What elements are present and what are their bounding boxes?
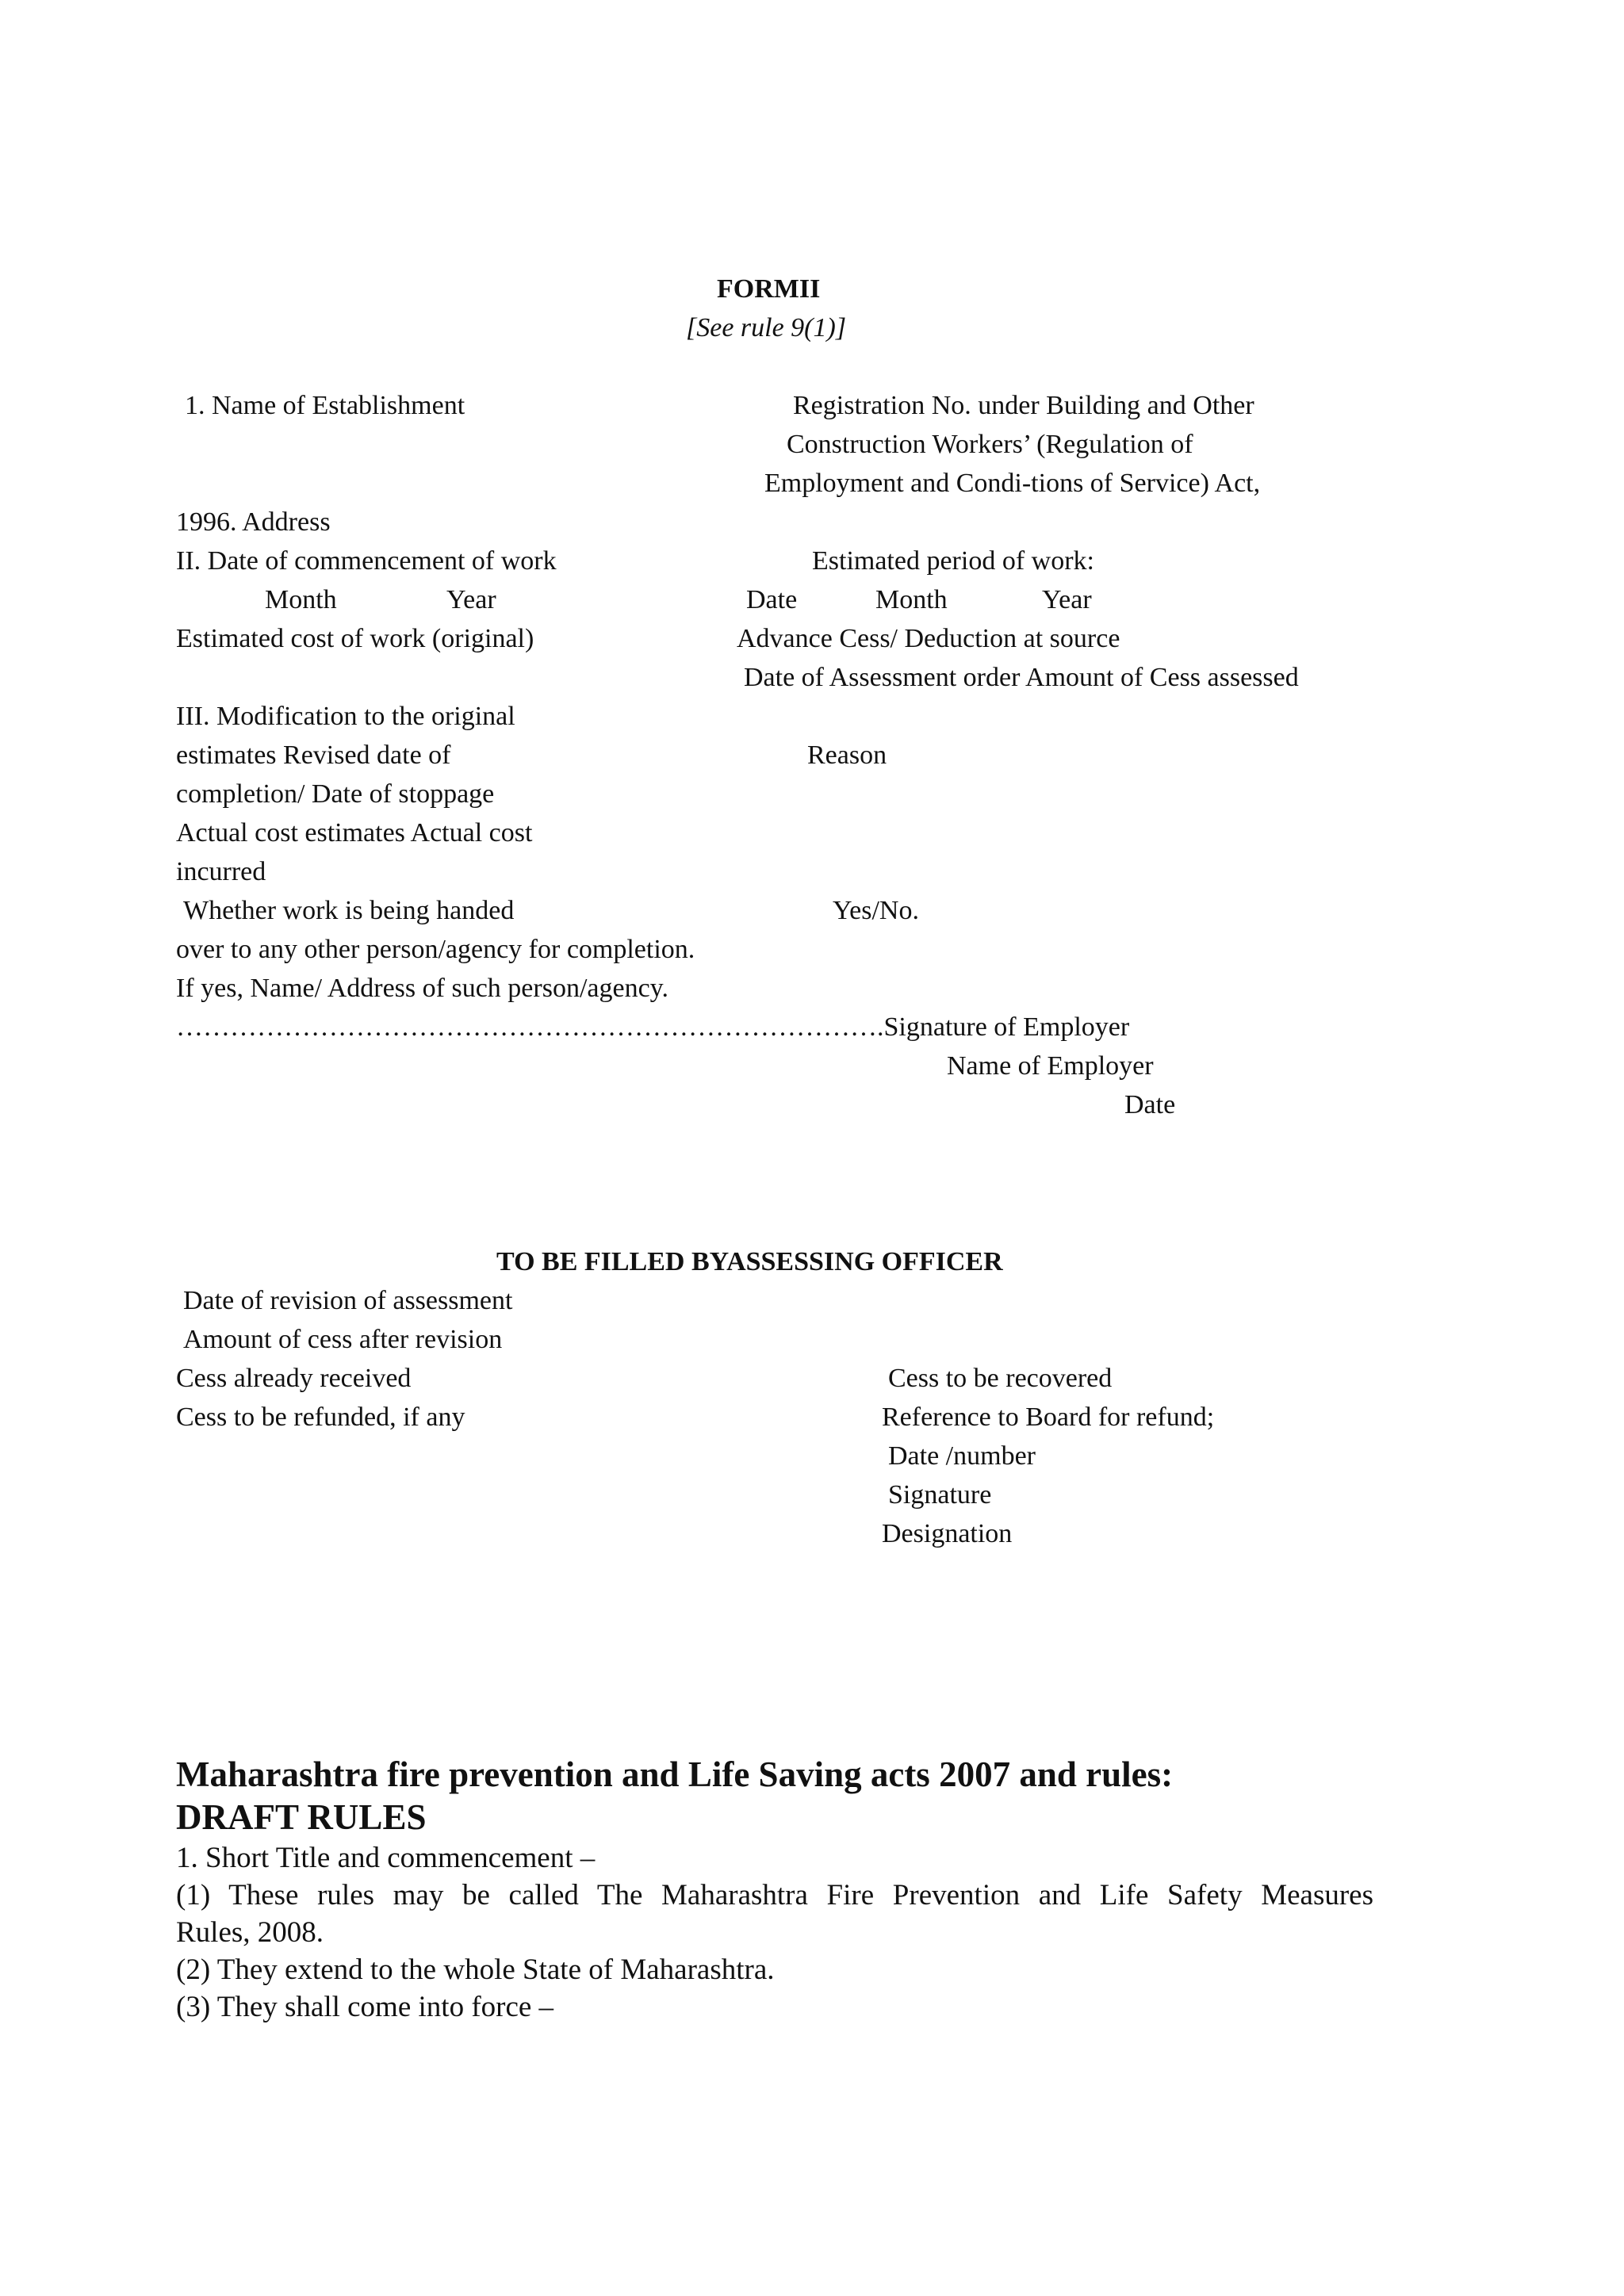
date-label-2: Date	[746, 585, 798, 614]
rule-1-line-2: Rules, 2008.	[176, 1916, 324, 1949]
handed-over-line-1: Whether work is being handed	[183, 896, 515, 925]
revision-date-label: Date of revision of assessment	[183, 1286, 513, 1315]
commencement-label: II. Date of commencement of work	[176, 546, 557, 576]
modification-line-2: estimates Revised date of	[176, 740, 451, 770]
month-label: Month	[265, 585, 337, 614]
employer-date-label: Date	[1124, 1090, 1176, 1119]
registration-line-1: Registration No. under Building and Other	[793, 391, 1254, 420]
modification-line-5: incurred	[176, 857, 266, 886]
rule-3-line: (3) They shall come into force –	[176, 1991, 554, 2023]
registration-line-2: Construction Workers’ (Regulation of	[787, 430, 1193, 459]
form-subtitle: [See rule 9(1)]	[686, 313, 847, 342]
designation-label: Designation	[882, 1519, 1013, 1548]
cess-received-label: Cess already received	[176, 1364, 412, 1393]
date-number-label: Date /number	[888, 1441, 1036, 1471]
reference-board-label: Reference to Board for refund;	[882, 1402, 1215, 1432]
month-label-2: Month	[875, 585, 948, 614]
handed-over-line-3: If yes, Name/ Address of such person/agency.	[176, 974, 668, 1003]
modification-line-4: Actual cost estimates Actual cost	[176, 818, 533, 848]
advance-cess-label: Advance Cess/ Deduction at source	[737, 624, 1120, 653]
handed-over-line-2: over to any other person/agency for completion.	[176, 935, 695, 964]
estimated-period-label: Estimated period of work:	[812, 546, 1094, 576]
modification-line-1: III. Modification to the original	[176, 702, 515, 731]
signature-of-employer-line: …………………………………………………………………….Signature of Employer	[176, 1012, 1130, 1042]
estimated-cost-label: Estimated cost of work (original)	[176, 624, 534, 653]
rules-heading-line-1: Maharashtra fire prevention and Life Saving acts 2007 and rules:	[176, 1755, 1174, 1794]
cess-refunded-label: Cess to be refunded, if any	[176, 1402, 465, 1432]
date-of-assessment-label: Date of Assessment order Amount of Cess assessed	[744, 663, 1299, 692]
year-label-2: Year	[1042, 585, 1092, 614]
rule-2-line: (2) They extend to the whole State of Maharashtra.	[176, 1954, 775, 1986]
rules-heading-line-2: DRAFT RULES	[176, 1797, 427, 1837]
reason-label: Reason	[807, 740, 887, 770]
amount-after-revision-label: Amount of cess after revision	[183, 1325, 503, 1354]
name-of-establishment-label: 1. Name of Establishment	[185, 391, 465, 420]
form-title: FORMII	[717, 274, 821, 304]
short-title-line: 1. Short Title and commencement –	[176, 1842, 596, 1874]
address-label: 1996. Address	[176, 507, 331, 537]
registration-line-3: Employment and Condi-tions of Service) Act,	[764, 469, 1261, 498]
rule-1-line-1: (1) These rules may be called The Maharashtra Fire Prevention and Life Safety Measures	[176, 1879, 1373, 1911]
name-of-employer-label: Name of Employer	[947, 1051, 1154, 1081]
modification-line-3: completion/ Date of stoppage	[176, 779, 495, 809]
yes-no-label: Yes/No.	[833, 896, 919, 925]
cess-recovered-label: Cess to be recovered	[888, 1364, 1113, 1393]
signature-label: Signature	[888, 1480, 992, 1510]
assessing-officer-heading: TO BE FILLED BYASSESSING OFFICER	[496, 1247, 1003, 1276]
year-label: Year	[446, 585, 496, 614]
